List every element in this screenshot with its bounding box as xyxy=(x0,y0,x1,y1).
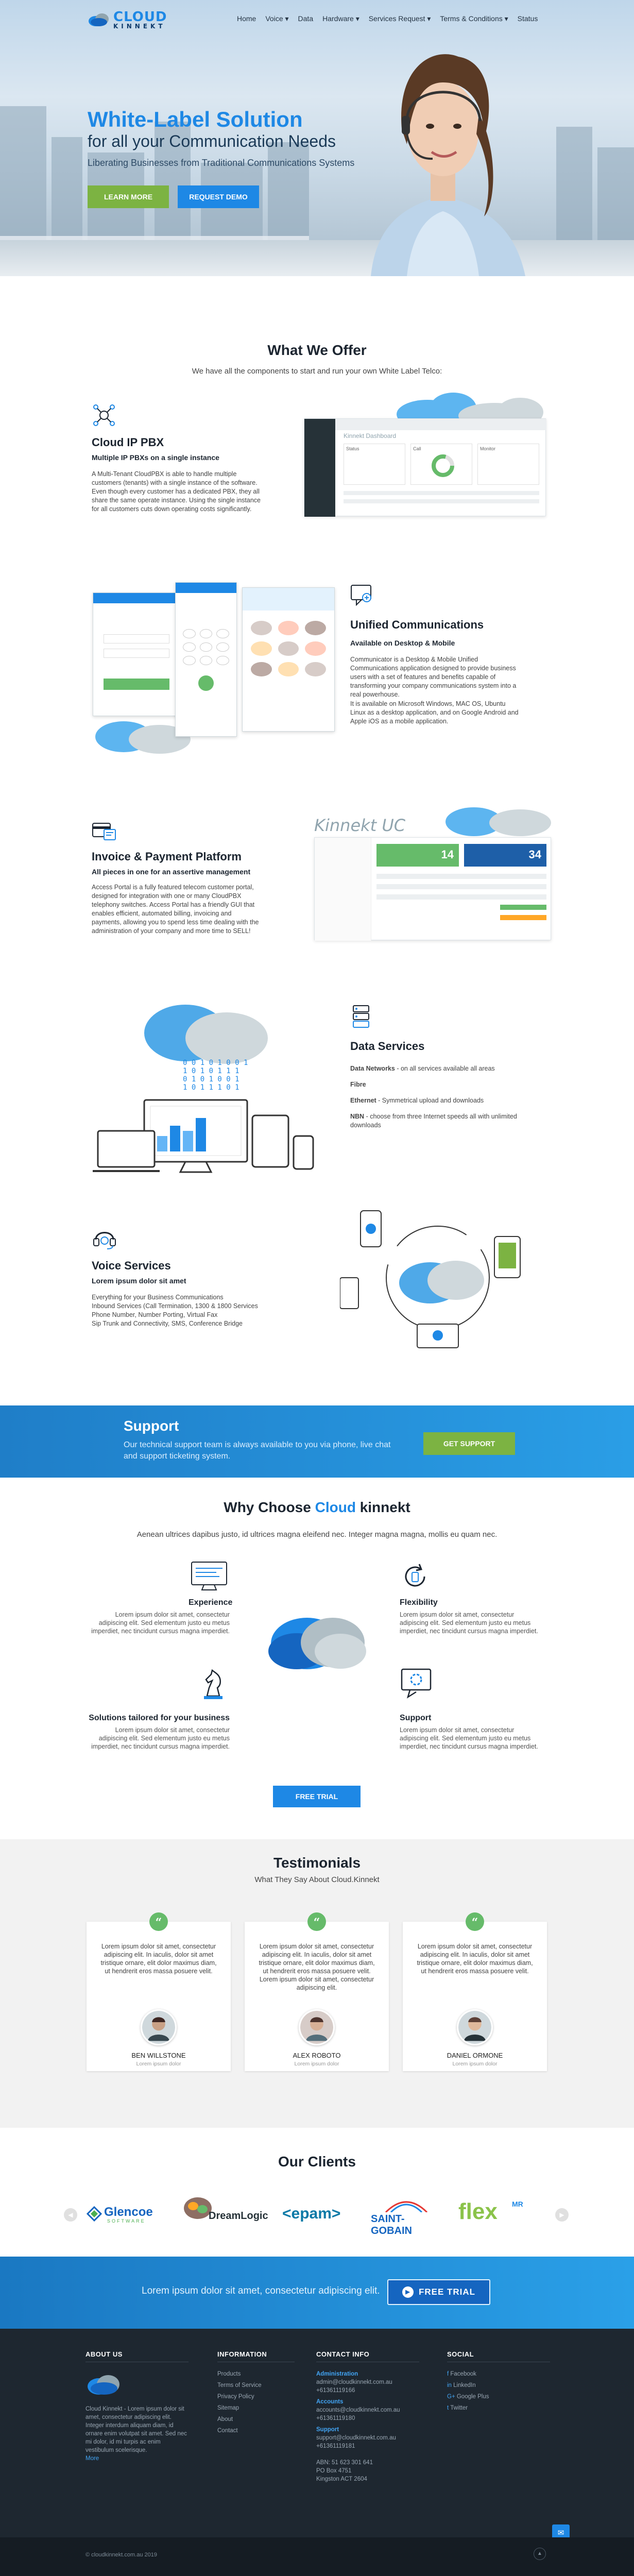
ethernet-label: Ethernet xyxy=(350,1097,376,1104)
client-sub: SOFTWARE xyxy=(107,2218,146,2224)
nbn-text: - choose from three Internet speeds all with unlimited downloads xyxy=(350,1113,517,1129)
why-title xyxy=(0,1499,634,1516)
invoice-mock-value-b: 34 xyxy=(464,844,546,867)
social-label: Facebook xyxy=(450,2371,476,2377)
client-sub: MR xyxy=(512,2200,523,2208)
data-networks-text: - on all services available all areas xyxy=(395,1065,495,1072)
site-footer xyxy=(0,2329,634,2537)
headset-icon xyxy=(92,1225,117,1251)
trial-button-label: FREE TRIAL xyxy=(418,2287,476,2297)
devices-icon xyxy=(93,1095,319,1177)
client-name: SAINT-GOBAIN xyxy=(371,2213,412,2236)
footer-about-title: ABOUT US xyxy=(85,2350,123,2358)
binary-line: 0 0 1 0 1 0 0 1 xyxy=(183,1059,248,1067)
offer-title: What We Offer xyxy=(267,342,367,358)
trial-banner xyxy=(0,2257,634,2329)
voice-line: Everything for your Business Communications xyxy=(92,1294,224,1301)
binary-line: 1 0 1 1 1 0 1 xyxy=(183,1083,239,1092)
offer-invoice-title: Invoice & Payment Platform xyxy=(92,850,242,863)
offer-pbx-title: Cloud IP PBX xyxy=(92,436,164,449)
data-networks-label: Data Networks xyxy=(350,1065,395,1072)
offer-pbx-body: A Multi-Tenant CloudPBX is able to handle multiple customers (tenants) with a single instance of the software. Even though every customer has a dedicated PBX, they all share the same operate instance. Using the single instance for all customers cuts down operating costs significantly. xyxy=(92,470,261,513)
support-text: Our technical support team is always available to you via phone, live chat and support ticketing system. xyxy=(124,1440,391,1461)
free-trial-button[interactable]: FREE TRIAL xyxy=(273,1786,361,1807)
contact-support-email[interactable]: support@cloudkinnekt.com.au xyxy=(316,2435,396,2441)
copyright-bar xyxy=(0,2537,634,2576)
why-flexibility-text: Lorem ipsum dolor sit amet, consectetur adipiscing elit. Sed elementum justo eu metus imperdiet, nec tincidunt cursus magna imperdiet. xyxy=(400,1611,538,1635)
voice-line: Phone Number, Number Porting, Virtual Fax xyxy=(92,1311,218,1318)
client-logo-flex[interactable] xyxy=(458,2199,536,2228)
testimonial-text: Lorem ipsum dolor sit amet, consectetur adipiscing elit. In iaculis, dolor sit amet tristique ornare, elit dolor maximus diam, ut hendrerit eros massa posuere velit. Lorem ipsum dolor sit amet, consectetur adipiscing elit. xyxy=(259,1943,375,1991)
nav-data[interactable]: Data xyxy=(298,14,314,23)
data-services-list xyxy=(350,1064,525,1130)
cloud-data-icon xyxy=(139,992,273,1069)
footer-link[interactable]: Sitemap xyxy=(217,2405,239,2411)
logo-sub-text: KINNEKT xyxy=(113,23,166,30)
avatar xyxy=(299,2009,335,2045)
voice-services-list xyxy=(92,1293,262,1328)
avatar xyxy=(141,2009,177,2045)
linkedin-icon: in xyxy=(447,2382,454,2388)
why-experience-title: Experience xyxy=(189,1598,233,1607)
footer-cloud-logo-icon xyxy=(85,2372,122,2397)
donut-chart-icon xyxy=(431,453,455,478)
testimonial-name: DANIEL ORMONE xyxy=(447,2052,503,2059)
avatar xyxy=(457,2009,493,2045)
pbx-card-call: Call xyxy=(413,446,421,451)
contact-admin-email[interactable]: admin@cloudkinnekt.com.au xyxy=(316,2379,392,2385)
nav-hardware[interactable]: Hardware ▾ xyxy=(322,14,359,23)
trial-button[interactable] xyxy=(387,2279,490,2305)
social-facebook-link[interactable] xyxy=(447,2371,476,2377)
contact-admin-label: Administration xyxy=(316,2371,358,2377)
contact-support-phone[interactable]: +61361119181 xyxy=(316,2443,355,2449)
invoice-mock-value-a: 14 xyxy=(376,844,459,867)
why-experience-text: Lorem ipsum dolor sit amet, consectetur adipiscing elit. Sed elementum justo eu metus imperdiet, nec tincidunt cursus magna imperdiet. xyxy=(91,1611,230,1635)
clouds-decoration-icon xyxy=(443,801,551,837)
quote-icon: “ xyxy=(149,1912,168,1931)
support-title: Support xyxy=(124,1418,179,1434)
nbn-label: NBN xyxy=(350,1113,365,1120)
client-logo-saint-gobain[interactable] xyxy=(368,2197,445,2236)
nav-services-request[interactable]: Services Request ▾ xyxy=(368,14,431,23)
pbx-dashboard-title: Kinnekt Dashboard xyxy=(344,432,397,439)
address-line: ABN: 51 623 301 641 xyxy=(316,2460,373,2466)
testimonial-role: Lorem ipsum dolor xyxy=(452,2061,498,2067)
why-flexibility-title: Flexibility xyxy=(400,1598,438,1607)
social-twitter-link[interactable] xyxy=(447,2405,468,2411)
social-label: Google Plus xyxy=(456,2394,489,2400)
social-googleplus-link[interactable] xyxy=(447,2394,489,2400)
why-title-brand: Cloud xyxy=(315,1499,356,1515)
flexibility-refresh-icon xyxy=(400,1561,431,1592)
offer-data-title: Data Services xyxy=(350,1040,425,1053)
why-solutions-text: Lorem ipsum dolor sit amet, consectetur adipiscing elit. Sed elementum justo eu metus imperdiet, nec tincidunt cursus magna imperdiet. xyxy=(91,1726,230,1750)
testimonials-title: Testimonials xyxy=(273,1855,361,1871)
address-line: PO Box 4751 xyxy=(316,2468,352,2474)
twitter-icon: t xyxy=(447,2405,451,2411)
pbx-card-monitor: Monitor xyxy=(480,446,496,451)
footer-information-title: INFORMATION xyxy=(217,2350,267,2358)
social-label: LinkedIn xyxy=(453,2382,476,2388)
ethernet-text: - Symmetrical upload and downloads xyxy=(376,1097,484,1104)
uc-apps-mockup xyxy=(93,582,335,757)
client-name: flex xyxy=(458,2199,498,2224)
nav-status[interactable]: Status xyxy=(517,14,538,23)
testimonial-text: Lorem ipsum dolor sit amet, consectetur adipiscing elit. In iaculis, dolor sit amet tristique ornare, elit dolor maximus diam, ut hendrerit eros massa posuere velit. xyxy=(100,1943,217,1975)
experience-screen-icon xyxy=(189,1560,230,1591)
site-logo[interactable] xyxy=(88,8,191,31)
footer-address xyxy=(316,2459,419,2483)
why-support-text: Lorem ipsum dolor sit amet, consectetur adipiscing elit. Sed elementum justo eu metus imperdiet, nec tincidunt cursus magna imperdiet. xyxy=(400,1726,538,1750)
contact-accounts-phone[interactable]: +61361119180 xyxy=(316,2415,355,2421)
nav-home[interactable]: Home xyxy=(237,14,256,23)
support-gear-icon xyxy=(400,1667,433,1700)
network-icon xyxy=(92,403,116,428)
testimonials-section xyxy=(0,1839,634,2128)
contact-support-label: Support xyxy=(316,2427,339,2433)
footer-link[interactable]: Contact xyxy=(217,2428,238,2434)
voice-line: Sip Trunk and Connectivity, SMS, Conference Bridge xyxy=(92,1320,243,1327)
clients-title: Our Clients xyxy=(278,2154,356,2170)
contact-admin-phone[interactable]: +61361119166 xyxy=(316,2387,355,2394)
voice-connectivity-illustration xyxy=(340,1206,536,1350)
footer-link[interactable]: Terms of Service xyxy=(217,2382,262,2388)
chess-knight-icon xyxy=(199,1667,228,1700)
why-subtitle: Aenean ultrices dapibus justo, id ultrices magna eleifend nec. Integer magna magna, mollis eu quam nec. xyxy=(136,1530,498,1539)
clients-prev-arrow-icon[interactable]: ◀ xyxy=(64,2208,77,2222)
request-demo-button[interactable]: REQUEST DEMO xyxy=(178,185,259,208)
hero-subtitle: for all your Communication Needs xyxy=(88,132,336,150)
testimonial-card xyxy=(245,1916,389,2071)
offer-uc-subtitle: Available on Desktop & Mobile xyxy=(350,639,455,647)
google-plus-icon: G+ xyxy=(447,2394,457,2400)
invoice-mock-title: Kinnekt UC xyxy=(314,816,406,835)
quote-icon: “ xyxy=(466,1912,484,1931)
pbx-card-status: Status xyxy=(346,446,359,451)
scroll-top-icon[interactable]: ▲ xyxy=(534,2548,546,2560)
invoice-card-icon xyxy=(92,819,117,842)
offer-invoice-body: Access Portal is a fully featured telecom customer portal, designed for integration with one or many CloudPBX telephony switches. Access Portal has a friendly GUI that enables efficient, automated billing, invoicing and payments, allowing you to spend less time dealing with the administration of your company and more time to SELL! xyxy=(92,884,259,935)
hero-title: White-Label Solution xyxy=(88,107,303,131)
offer-pbx-subtitle: Multiple IP PBXs on a single instance xyxy=(92,453,219,462)
contact-accounts-email[interactable]: accounts@cloudkinnekt.com.au xyxy=(316,2407,400,2413)
footer-link[interactable]: Privacy Policy xyxy=(217,2394,254,2400)
offer-uc-body2: It is available on Microsoft Windows, MAC OS, Ubuntu Linux as a desktop application, and on Google Android and Apple iOS as a mobile application. xyxy=(350,700,519,725)
copyright-text: © cloudkinnekt.com.au 2019 xyxy=(85,2552,157,2558)
data-devices-illustration xyxy=(93,992,319,1177)
social-linkedin-link[interactable] xyxy=(447,2382,476,2388)
chat-widget-icon[interactable]: ✉ xyxy=(552,2524,570,2542)
center-cloud-icon xyxy=(266,1602,369,1680)
testimonial-role: Lorem ipsum dolor xyxy=(136,2061,181,2067)
hero-tagline: Liberating Businesses from Traditional Communications Systems xyxy=(88,158,355,168)
hero-section xyxy=(0,0,634,276)
nav-terms[interactable]: Terms & Conditions ▾ xyxy=(440,14,508,23)
learn-more-button[interactable]: LEARN MORE xyxy=(88,185,169,208)
hero-agent-image xyxy=(330,10,556,276)
cloud-logo-icon xyxy=(88,11,110,27)
trial-text: Lorem ipsum dolor sit amet, consectetur adipiscing elit. xyxy=(142,2285,380,2296)
testimonial-role: Lorem ipsum dolor xyxy=(294,2061,339,2067)
testimonial-card xyxy=(87,1916,231,2071)
logo-main-text: CLOUD xyxy=(113,9,167,25)
testimonials-subtitle: What They Say About Cloud.Kinnekt xyxy=(254,1875,380,1884)
glencoe-mark-icon xyxy=(87,2206,102,2222)
play-icon: ▶ xyxy=(402,2286,414,2298)
social-label: Twitter xyxy=(450,2405,468,2411)
footer-link[interactable]: Products xyxy=(217,2371,241,2377)
pbx-dashboard-mockup xyxy=(304,393,546,516)
footer-link[interactable]: About xyxy=(217,2416,233,2422)
client-name: Glencoe xyxy=(104,2205,153,2219)
why-support-title: Support xyxy=(400,1714,432,1722)
why-title-c: kinnekt xyxy=(359,1499,410,1515)
offer-subtitle: We have all the components to start and run your own White Label Telco: xyxy=(192,367,442,376)
binary-line: 1 0 1 0 1 1 1 xyxy=(183,1067,239,1075)
why-title-a: Why Choose xyxy=(224,1499,311,1515)
offer-voice-subtitle: Lorem ipsum dolor sit amet xyxy=(92,1277,186,1285)
support-banner xyxy=(0,1405,634,1478)
why-solutions-title: Solutions tailored for your business xyxy=(89,1714,230,1722)
footer-about-text: Cloud Kinnekt - Lorem ipsum dolor sit amet, consectetur adipiscing elit. Integer interdum aliquam diam, id ornare enim volutpat sit amet. Sed nec mi dolor, id mi turpis ac enim vestibulum scelerisque. xyxy=(85,2406,187,2453)
invoice-platform-mockup xyxy=(314,801,551,940)
nav-voice[interactable]: Voice ▾ xyxy=(265,14,289,23)
offer-invoice-subtitle: All pieces in one for an assertive management xyxy=(92,868,251,876)
server-rack-icon xyxy=(349,1004,375,1029)
binary-line: 0 1 0 1 0 0 1 xyxy=(183,1075,239,1083)
footer-social-title: SOCIAL xyxy=(447,2350,474,2358)
arch-icon xyxy=(383,2197,430,2212)
testimonial-text: Lorem ipsum dolor sit amet, consectetur adipiscing elit. In iaculis, dolor sit amet tristique ornare, elit dolor maximus diam, ut hendrerit eros massa posuere velit. xyxy=(417,1943,533,1975)
get-support-button[interactable]: GET SUPPORT xyxy=(423,1432,515,1455)
client-logo-dreamlogic[interactable] xyxy=(183,2196,268,2229)
footer-about-more-link[interactable]: More xyxy=(85,2455,99,2462)
testimonial-name: ALEX ROBOTO xyxy=(293,2052,341,2059)
offer-uc-title: Unified Communications xyxy=(350,618,484,631)
address-line: Kingston ACT 2604 xyxy=(316,2476,367,2482)
quote-icon: “ xyxy=(307,1912,326,1931)
offer-uc-body: Communicator is a Desktop & Mobile Unified Communications application designed to provide business users with a set of features and benefits capable of transforming your company communications system into a real powerhouse. xyxy=(350,656,517,698)
voice-line: Inbound Services (Call Termination, 1300 & 1800 Services xyxy=(92,1302,258,1310)
testimonial-card xyxy=(403,1916,547,2071)
footer-contact-title: CONTACT INFO xyxy=(316,2350,370,2358)
client-logo-epam[interactable]: <epam> xyxy=(282,2205,341,2222)
facebook-icon: f xyxy=(447,2371,451,2377)
contact-accounts-label: Accounts xyxy=(316,2399,344,2405)
clients-next-arrow-icon[interactable]: ▶ xyxy=(555,2208,569,2222)
chat-monitor-icon xyxy=(349,582,375,608)
testimonial-name: BEN WILLSTONE xyxy=(131,2052,186,2059)
client-name: DreamLogic xyxy=(209,2210,268,2222)
offer-voice-title: Voice Services xyxy=(92,1259,171,1272)
client-logo-glencoe[interactable] xyxy=(87,2203,164,2227)
fibre-label: Fibre xyxy=(350,1081,366,1088)
